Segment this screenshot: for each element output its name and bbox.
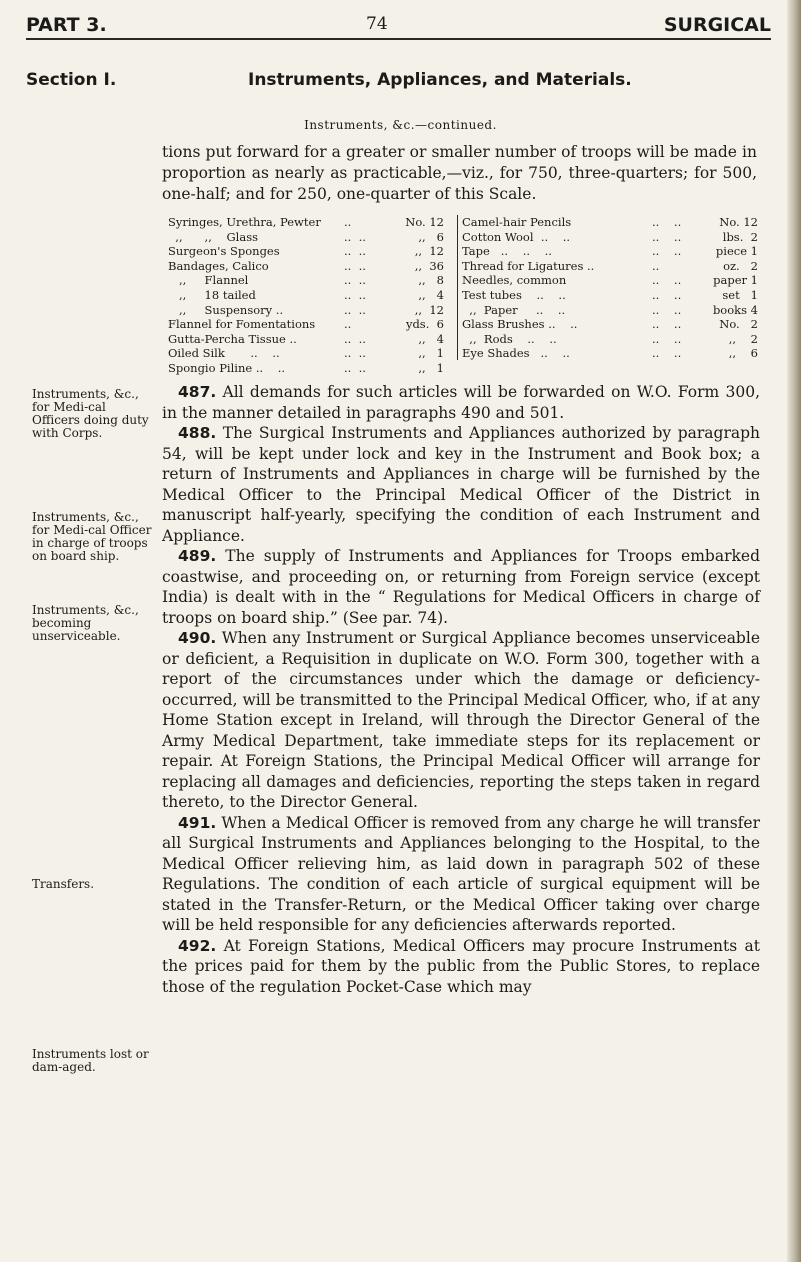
leader-dots: .. .. bbox=[652, 287, 682, 302]
paragraph-number: 492. bbox=[178, 936, 217, 955]
item-name: Tape .. .. .. bbox=[462, 244, 552, 259]
paragraph-491 bbox=[162, 813, 760, 936]
inventory-row bbox=[168, 259, 450, 274]
inventory-row bbox=[168, 317, 450, 332]
leader-dots: .. .. bbox=[652, 302, 682, 317]
item-quantity: set 1 bbox=[722, 287, 758, 302]
item-name: Surgeon's Sponges bbox=[168, 244, 280, 259]
item-quantity: ,, 36 bbox=[414, 258, 444, 273]
item-name: ,, Paper .. .. bbox=[462, 302, 566, 317]
page-number: 74 bbox=[366, 14, 388, 34]
inventory-row bbox=[462, 244, 764, 259]
sidenote-transfers: Transfers. bbox=[32, 877, 95, 891]
leader-dots: .. bbox=[344, 215, 352, 229]
leader-dots: .. .. bbox=[344, 229, 366, 244]
inventory-row bbox=[168, 288, 450, 303]
section-label: SURGICAL bbox=[663, 14, 771, 36]
inventory-row bbox=[168, 346, 450, 361]
leader-dots: .. .. bbox=[652, 317, 682, 332]
sidenote-ship: Instruments, &c., for Medi-cal Officer in charge of troops on board ship. bbox=[32, 510, 152, 563]
item-name: Thread for Ligatures .. bbox=[462, 258, 595, 273]
paragraph-488 bbox=[162, 423, 760, 546]
item-name: ,, ,, Glass bbox=[168, 229, 259, 244]
paragraph-text: The Surgical Instruments and Appliances authorized by paragraph 54, will be kept under lock and key in the Instrument and Book box; a return of Instruments and Appliances in charge will be furnished by the Medical Officer to the Principal Medical Officer of the District in manuscript half-yearly, specifying the condition of each Instrument and Appliance. bbox=[162, 424, 760, 545]
item-name: Flannel for Fomentations bbox=[168, 317, 316, 332]
item-name: Camel-hair Pencils bbox=[462, 215, 572, 229]
item-quantity: yds. 6 bbox=[405, 317, 444, 332]
item-quantity: oz. 2 bbox=[723, 258, 758, 273]
item-quantity: ,, 4 bbox=[418, 287, 444, 302]
header-rule bbox=[26, 38, 771, 40]
inventory-left-column bbox=[168, 215, 450, 376]
leader-dots: .. .. bbox=[652, 229, 682, 244]
leader-dots: .. .. bbox=[344, 331, 366, 346]
paragraph-text: The supply of Instruments and Appliances for Troops embarked coastwise, and proceeding on, or returning from Foreign service (except India) is dealt with in the “ Regulations for Medical Officers in charge of troops on board ship.” (See par. 74). bbox=[162, 547, 760, 627]
inventory-row bbox=[168, 273, 450, 288]
inventory-row bbox=[168, 230, 450, 245]
paragraph-text: At Foreign Stations, Medical Officers may procure Instruments at the prices paid for them by the public from the Public Stores, to replace those of the regulation Pocket-Case which may bbox=[162, 936, 760, 996]
inventory-row bbox=[462, 332, 764, 347]
leader-dots: .. bbox=[344, 317, 352, 332]
paragraph-492 bbox=[162, 936, 760, 998]
item-name: Spongio Piline .. .. bbox=[168, 360, 286, 375]
inventory-row bbox=[168, 303, 450, 318]
item-name: Gutta-Percha Tissue .. bbox=[168, 331, 297, 346]
leader-dots: .. .. bbox=[344, 273, 366, 288]
item-quantity: ,, 4 bbox=[418, 331, 444, 346]
item-quantity: No. 12 bbox=[719, 215, 758, 229]
intro-paragraph: tions put forward for a greater or smaller number of troops will be made in proportion as nearly as practicable,—viz., for 750, three-quarters; for 500, one-half; and for 250, one-quarter of this Scale. bbox=[162, 143, 757, 203]
inventory-row bbox=[462, 259, 764, 274]
leader-dots: .. .. bbox=[344, 346, 366, 361]
inventory-row bbox=[462, 273, 764, 288]
item-name: ,, Flannel bbox=[168, 273, 249, 288]
leader-dots: .. .. bbox=[344, 287, 366, 302]
item-name: ,, Rods .. .. bbox=[462, 331, 557, 346]
paragraph-number: 490. bbox=[178, 629, 217, 647]
running-header bbox=[26, 14, 771, 48]
inventory-row bbox=[462, 230, 764, 245]
leader-dots: .. .. bbox=[652, 215, 682, 229]
inventory-right-column bbox=[457, 215, 764, 360]
item-quantity: ,, 8 bbox=[418, 273, 444, 288]
sidenote-lost: Instruments lost or dam-aged. bbox=[32, 1047, 149, 1074]
leader-dots: .. .. bbox=[344, 302, 366, 317]
section-number: Section I. bbox=[26, 70, 117, 90]
item-quantity: ,, 6 bbox=[728, 346, 758, 361]
paragraph-number: 488. bbox=[178, 424, 217, 442]
item-quantity: lbs. 2 bbox=[722, 229, 758, 244]
item-quantity: piece 1 bbox=[715, 244, 758, 259]
item-name: Syringes, Urethra, Pewter bbox=[168, 215, 321, 229]
item-quantity: paper 1 bbox=[713, 273, 758, 288]
leader-dots: .. .. bbox=[344, 360, 366, 375]
item-name: Needles, common bbox=[462, 273, 567, 288]
inventory-row bbox=[462, 346, 764, 361]
paragraph-487 bbox=[162, 382, 760, 423]
paragraph-number: 487. bbox=[178, 383, 217, 401]
item-name: Eye Shades .. .. bbox=[462, 346, 570, 361]
item-name: ,, 18 tailed bbox=[168, 287, 256, 302]
inventory-row bbox=[168, 215, 450, 230]
continued-subheading: Instruments, &c.—continued. bbox=[304, 118, 497, 132]
inventory-row bbox=[168, 332, 450, 347]
item-name: Test tubes .. .. bbox=[462, 287, 566, 302]
paragraph-number: 489. bbox=[178, 547, 217, 565]
paragraph-text: When any Instrument or Surgical Appliance becomes unserviceable or deficient, a Requisition in duplicate on W.O. Form 300, together with a report of the circumstances under which the damage or deficiency-occurred, will be transmitted to the Principal Medical Officer, who, if at any Home Station except in Ireland, will through the Director General of the Army Medical Department, take immediate steps for its replacement or repair. At Foreign Stations, the Principal Medical Officer will arrange for replacing all damages and deficiencies, reporting the steps taken in regard thereto, to the Director General. bbox=[162, 629, 760, 811]
item-quantity: ,, 1 bbox=[418, 360, 444, 375]
inventory-row bbox=[462, 317, 764, 332]
inventory-row bbox=[462, 303, 764, 318]
leader-dots: .. bbox=[652, 258, 660, 273]
paragraph-490 bbox=[162, 628, 760, 813]
item-quantity: books 4 bbox=[712, 302, 758, 317]
item-name: Oiled Silk .. .. bbox=[168, 346, 280, 361]
part-label: PART 3. bbox=[26, 14, 107, 36]
leader-dots: .. .. bbox=[652, 273, 682, 288]
item-quantity: ,, 1 bbox=[418, 346, 444, 361]
inventory-row bbox=[168, 361, 450, 376]
item-quantity: ,, 2 bbox=[728, 331, 758, 346]
inventory-row bbox=[462, 288, 764, 303]
paragraph-489 bbox=[162, 546, 760, 628]
paragraph-text: When a Medical Officer is removed from any charge he will transfer all Surgical Instruments and Appliances belonging to the Hospital, to the Medical Officer relieving him, as laid down in paragraph 502 of these Regulations. The condition of each article of surgical equipment will be stated in the Transfer-Return, or the Medical Officer taking over charge will be held responsible for any deficiencies afterwards reported. bbox=[162, 813, 760, 934]
page-edge-shadow bbox=[787, 0, 801, 1262]
item-name: ,, Suspensory .. bbox=[168, 302, 284, 317]
item-name: Bandages, Calico bbox=[168, 258, 269, 273]
item-name: Glass Brushes .. .. bbox=[462, 317, 578, 332]
sidenote-corps: Instruments, &c., for Medi-cal Officers doing duty with Corps. bbox=[32, 387, 149, 440]
leader-dots: .. .. bbox=[652, 331, 682, 346]
item-name: Cotton Wool .. .. bbox=[462, 229, 571, 244]
leader-dots: .. .. bbox=[344, 258, 366, 273]
inventory-row bbox=[462, 215, 764, 230]
item-quantity: ,, 12 bbox=[414, 302, 444, 317]
item-quantity: No. 2 bbox=[719, 317, 758, 332]
paragraph-number: 491. bbox=[178, 813, 217, 832]
inventory-row bbox=[168, 244, 450, 259]
item-quantity: ,, 12 bbox=[414, 244, 444, 259]
leader-dots: .. .. bbox=[652, 244, 682, 259]
section-title: Instruments, Appliances, and Materials. bbox=[248, 70, 632, 90]
sidenote-unserviceable: Instruments, &c., becoming unserviceable. bbox=[32, 603, 139, 643]
leader-dots: .. .. bbox=[652, 346, 682, 361]
paragraph-text: All demands for such articles will be forwarded on W.O. Form 300, in the manner detailed in paragraphs 490 and 501. bbox=[162, 383, 760, 422]
body-text bbox=[162, 382, 760, 997]
item-quantity: ,, 6 bbox=[418, 229, 444, 244]
item-quantity: No. 12 bbox=[405, 215, 444, 229]
leader-dots: .. .. bbox=[344, 244, 366, 259]
